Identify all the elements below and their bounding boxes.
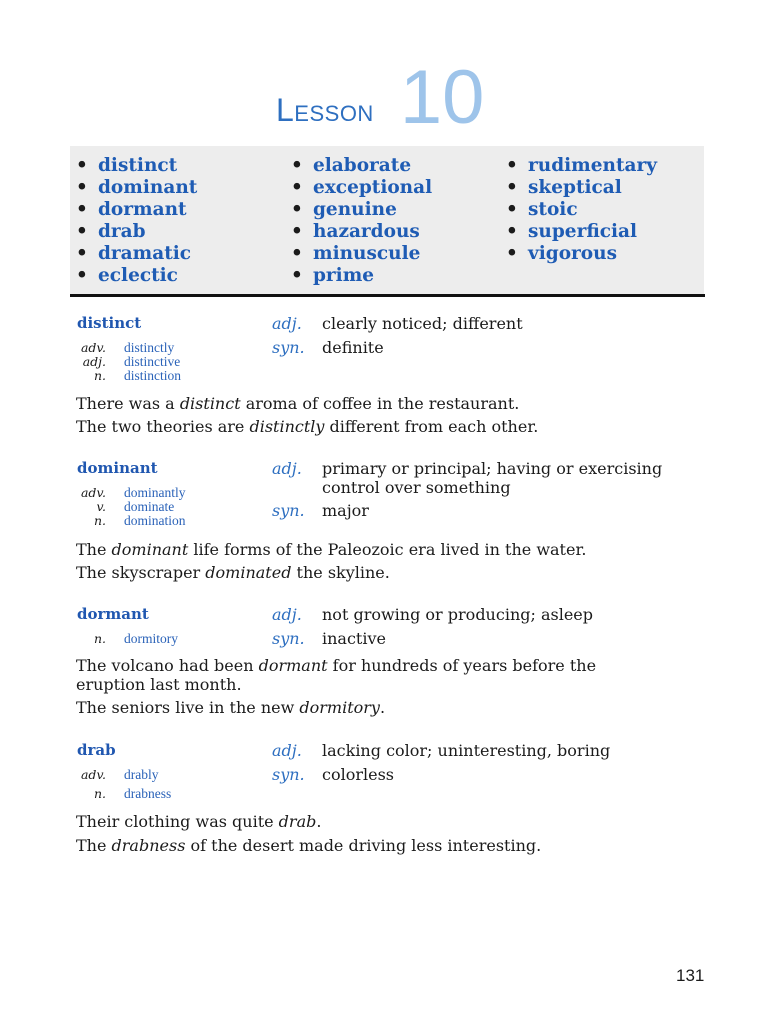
example-sentence: The skyscraper dominated the skyline. <box>76 563 390 582</box>
example-sentence: Their clothing was quite drab. <box>76 812 322 831</box>
derivative-form: dominantly <box>124 485 186 500</box>
lesson-title-word: Lesson <box>276 92 374 128</box>
word-list-column-2 <box>291 155 432 287</box>
bullet: • <box>76 221 88 242</box>
bullet: • <box>291 221 303 242</box>
derivative-pos: v. <box>96 499 106 514</box>
bullet: • <box>291 243 303 264</box>
bullet: • <box>76 243 88 264</box>
word-list-item <box>76 177 197 199</box>
word-list-word: exceptional <box>313 177 433 198</box>
word-list-word: dominant <box>98 177 198 198</box>
example-sentence: The seniors live in the new dormitory. <box>76 698 386 717</box>
synonym: major <box>322 501 369 520</box>
synonym-label: syn. <box>272 629 305 648</box>
derivative-form: dominate <box>124 499 175 514</box>
page-number: 131 <box>676 966 705 985</box>
word-list-item <box>291 199 432 221</box>
word-list-word: prime <box>313 265 375 286</box>
derivative-pos: n. <box>93 786 106 801</box>
part-of-speech: adj. <box>272 459 302 478</box>
word-list-word: genuine <box>313 199 397 220</box>
derivative-pos: adv. <box>80 767 106 782</box>
bullet: • <box>76 155 88 176</box>
word-list-item <box>506 221 657 243</box>
word-list-word: superficial <box>528 221 638 242</box>
derivative-pos: adv. <box>80 485 106 500</box>
word-list-item <box>291 155 432 177</box>
derivative-form: drabness <box>124 786 172 801</box>
word-list-word: elaborate <box>313 155 412 176</box>
example-sentence: The dominant life forms of the Paleozoic era lived in the water. <box>76 540 587 559</box>
word-list-item <box>76 221 197 243</box>
bullet: • <box>76 199 88 220</box>
word-list-item <box>76 265 197 287</box>
synonym-label: syn. <box>272 338 305 357</box>
bullet: • <box>506 155 518 176</box>
derivative-form: distinction <box>124 368 181 383</box>
headword: dormant <box>77 605 149 623</box>
derivative-pos: adj. <box>82 354 106 369</box>
word-list-item <box>506 155 657 177</box>
word-list-item <box>506 177 657 199</box>
derivative-form: drably <box>124 767 159 782</box>
bullet: • <box>506 243 518 264</box>
word-list-item <box>291 265 432 287</box>
word-list-item <box>76 199 197 221</box>
word-list-word: dormant <box>98 199 187 220</box>
example-sentence: The volcano had been dormant for hundreds of years before the eruption last month. <box>76 656 597 694</box>
headword: dominant <box>77 459 158 477</box>
lesson-title <box>276 55 485 140</box>
derivative-pos: n. <box>93 513 106 528</box>
divider-rule <box>70 294 705 297</box>
example-sentence: There was a distinct aroma of coffee in the restaurant. <box>76 394 520 413</box>
bullet: • <box>291 155 303 176</box>
bullet: • <box>506 221 518 242</box>
definition: lacking color; uninteresting, boring <box>322 741 611 760</box>
derivative-form: domination <box>124 513 186 528</box>
derivative-pos: adv. <box>80 340 106 355</box>
bullet: • <box>506 177 518 198</box>
definition: clearly noticed; different <box>322 314 523 333</box>
word-list-word: rudimentary <box>528 155 657 176</box>
bullet: • <box>76 265 88 286</box>
bullet: • <box>291 177 303 198</box>
bullet: • <box>291 265 303 286</box>
word-list-item <box>291 177 432 199</box>
word-list-item <box>291 243 432 265</box>
synonym-label: syn. <box>272 765 305 784</box>
word-list-word: skeptical <box>528 177 622 198</box>
headword: drab <box>77 741 116 759</box>
bullet: • <box>291 199 303 220</box>
derivative-form: distinctly <box>124 340 175 355</box>
word-list-item <box>506 199 657 221</box>
bullet: • <box>76 177 88 198</box>
word-list-item <box>76 243 197 265</box>
word-list-column-3 <box>506 155 657 265</box>
synonym: colorless <box>322 765 394 784</box>
word-list-word: distinct <box>98 155 178 176</box>
bullet: • <box>506 199 518 220</box>
word-list-item <box>506 243 657 265</box>
synonym: inactive <box>322 629 386 648</box>
word-list-word: eclectic <box>98 265 178 286</box>
derivative-form: distinctive <box>124 354 181 369</box>
word-list-word: dramatic <box>98 243 192 264</box>
word-list-item <box>76 155 197 177</box>
derivative-pos: n. <box>93 631 106 646</box>
part-of-speech: adj. <box>272 741 302 760</box>
example-sentence: The two theories are distinctly different from each other. <box>76 417 539 436</box>
headword: distinct <box>77 314 142 332</box>
word-list-word: drab <box>98 221 146 242</box>
part-of-speech: adj. <box>272 314 302 333</box>
synonym-label: syn. <box>272 501 305 520</box>
lesson-number: 10 <box>399 55 485 140</box>
part-of-speech: adj. <box>272 605 302 624</box>
example-sentence: The drabness of the desert made driving less interesting. <box>76 836 542 855</box>
word-list-word: hazardous <box>313 221 420 242</box>
definition: primary or principal; having or exercising control over something <box>322 459 663 497</box>
word-list-item <box>291 221 432 243</box>
definition: not growing or producing; asleep <box>322 605 594 624</box>
word-list-word: minuscule <box>313 243 421 264</box>
word-list-word: stoic <box>528 199 578 220</box>
word-list-column-1 <box>76 155 197 287</box>
derivative-pos: n. <box>93 368 106 383</box>
derivative-form: dormitory <box>124 631 178 646</box>
synonym: definite <box>322 338 384 357</box>
word-list-word: vigorous <box>528 243 618 264</box>
